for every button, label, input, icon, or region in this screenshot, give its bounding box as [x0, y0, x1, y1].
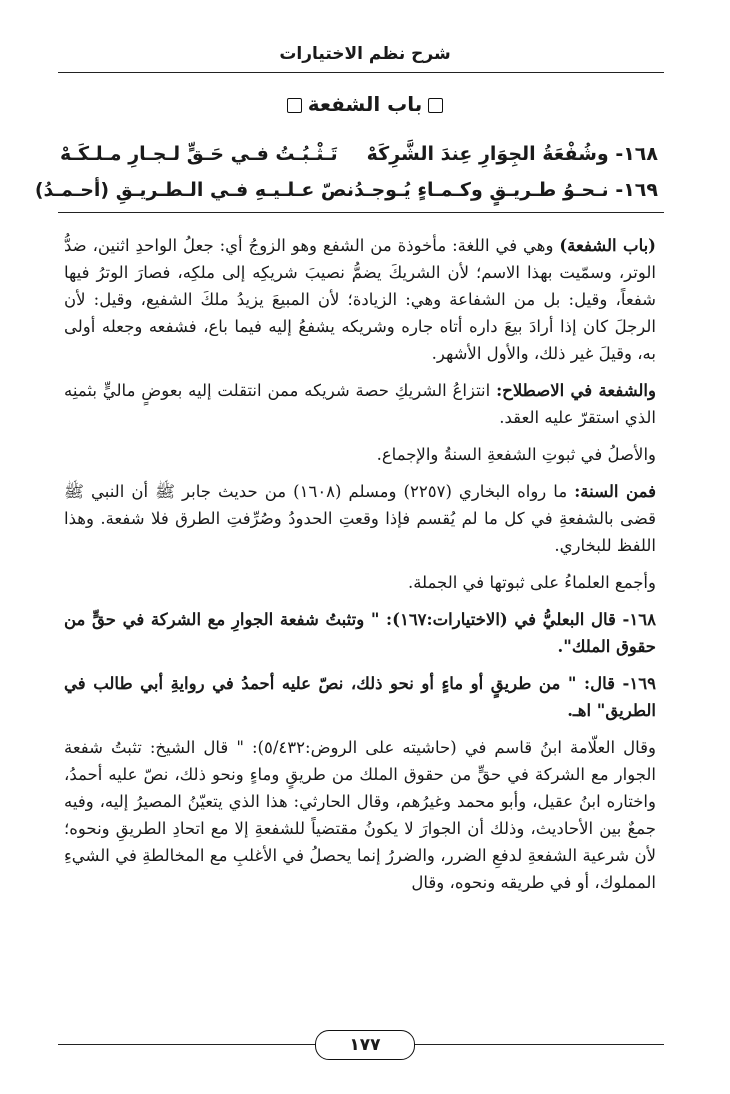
paragraph: وقال العلّامة ابنُ قاسم في (حاشيته على الروض:٥/٤٣٢): " قال الشيخ: تثبتُ شفعة الجوار مع الشركة في حقٍّ من حقوق الملك من طريقٍ وماءٍ ونحو ذلك، نصّ عليه أحمدُ، واختاره ابنُ عقيل، وأبو محمد وغيرُهم، وقال الحارثي: هذا الذي يتعيّنُ المصيرُ إليه، وفيه جمعٌ بين الأحاديث، وذلك أن الجوارَ لا يكونُ مقتضياً للشفعةِ إلا مع اتحادِ الطريقِ ونحوه؛ لأن شرعية الشفعةِ لدفعِ الضرر، والضررُ إنما يحصلُ في الأغلبِ مع المخالطةِ في الشيءِ المملوك، أو في طريقه ونحوه، وقال [64, 738, 656, 892]
page-number: ١٧٧ [315, 1030, 415, 1060]
paragraph: ١٦٩- قال: " من طريقٍ أو ماءٍ أو نحو ذلك، نصّ عليه أحمدُ في روايةِ أبي طالب في الطريق" اهـ. [64, 674, 656, 720]
header-rule [58, 72, 664, 73]
chapter-title: باب الشفعة [307, 92, 423, 116]
chapter-heading [0, 92, 730, 116]
paragraph: والشفعة في الاصطلاح: انتزاعُ الشريكِ حصة شريكه ممن انتقلت إليه بعوضٍ ماليٍّ بثمنِه الذي استقرّ عليه العقد. [64, 381, 656, 427]
square-bullet-icon [287, 98, 302, 113]
verse-second-half: تَـثْـبُـتُ فـي حَـقٍّ لـجـارِ مـلـكَـهْ [60, 143, 338, 165]
verse-line [34, 172, 658, 208]
paragraph: ١٦٨- قال البعليُّ في (الاختيارات:١٦٧): " وتثبتُ شفعة الجوارِ مع الشركة في حقٍّ من حقوق الملك". [64, 610, 656, 656]
verse-line [60, 136, 658, 172]
verse-second-half: نصّ عـلـيـهِ فـي الـطـريـقِ (أحـمـدُ) [34, 179, 354, 201]
verse-first-half: ١٦٩- نـحـوُ طـريـقٍ وكـمـاءٍ يُـوجـدُ [354, 179, 658, 201]
commentary-text [64, 232, 656, 906]
verse-rule [58, 212, 664, 213]
paragraph: (باب الشفعة) وهي في اللغة: مأخوذة من الشفع وهو الزوجُ أي: جعلُ الواحدِ اثنين، ضدُّ الوتر، وسمّيت بهذا الاسم؛ لأن الشريكَ يضمُّ نصيبَ شريكِه إلى ملكِه، فصارَ الوترُ فيها شفعاً، وقيل: بل من الشفاعة وهي: الزيادة؛ لأن المبيعَ يزيدُ ملكَ الشفيع، وقيل: لأن الرجلَ كان إذا أرادَ بيعَ داره أتاه جاره وشريكه يشفعُ إليه فيما باع، فشفعه وجعله أولى به، وقيلَ غير ذلك، والأول الأشهر. [64, 236, 656, 363]
square-bullet-icon [428, 98, 443, 113]
paragraph: والأصلُ في ثبوتِ الشفعةِ السنةُ والإجماع. [376, 445, 656, 464]
paragraph: فمن السنة: ما رواه البخاري (٢٢٥٧) ومسلم (١٦٠٨) من حديث جابر ﷺ أن النبي ﷺ قضى بالشفعةِ في كل ما لم يُقسم فإذا وقعتِ الحدودُ وصُرِّفتِ الطرق فلا شفعة. وهذا اللفظ للبخاري. [64, 482, 656, 555]
verse-first-half: ١٦٨- وشُفْعَةُ الجِوَارِ عِندَ الشَّرِكَهْ [366, 143, 658, 165]
paragraph: وأجمع العلماءُ على ثبوتها في الجملة. [407, 573, 656, 592]
verse-number: ١٦٩- [615, 179, 658, 201]
verse-number: ١٦٨- [615, 143, 658, 165]
running-head: شرح نظم الاختيارات [279, 44, 451, 64]
poem-verses [34, 136, 658, 208]
